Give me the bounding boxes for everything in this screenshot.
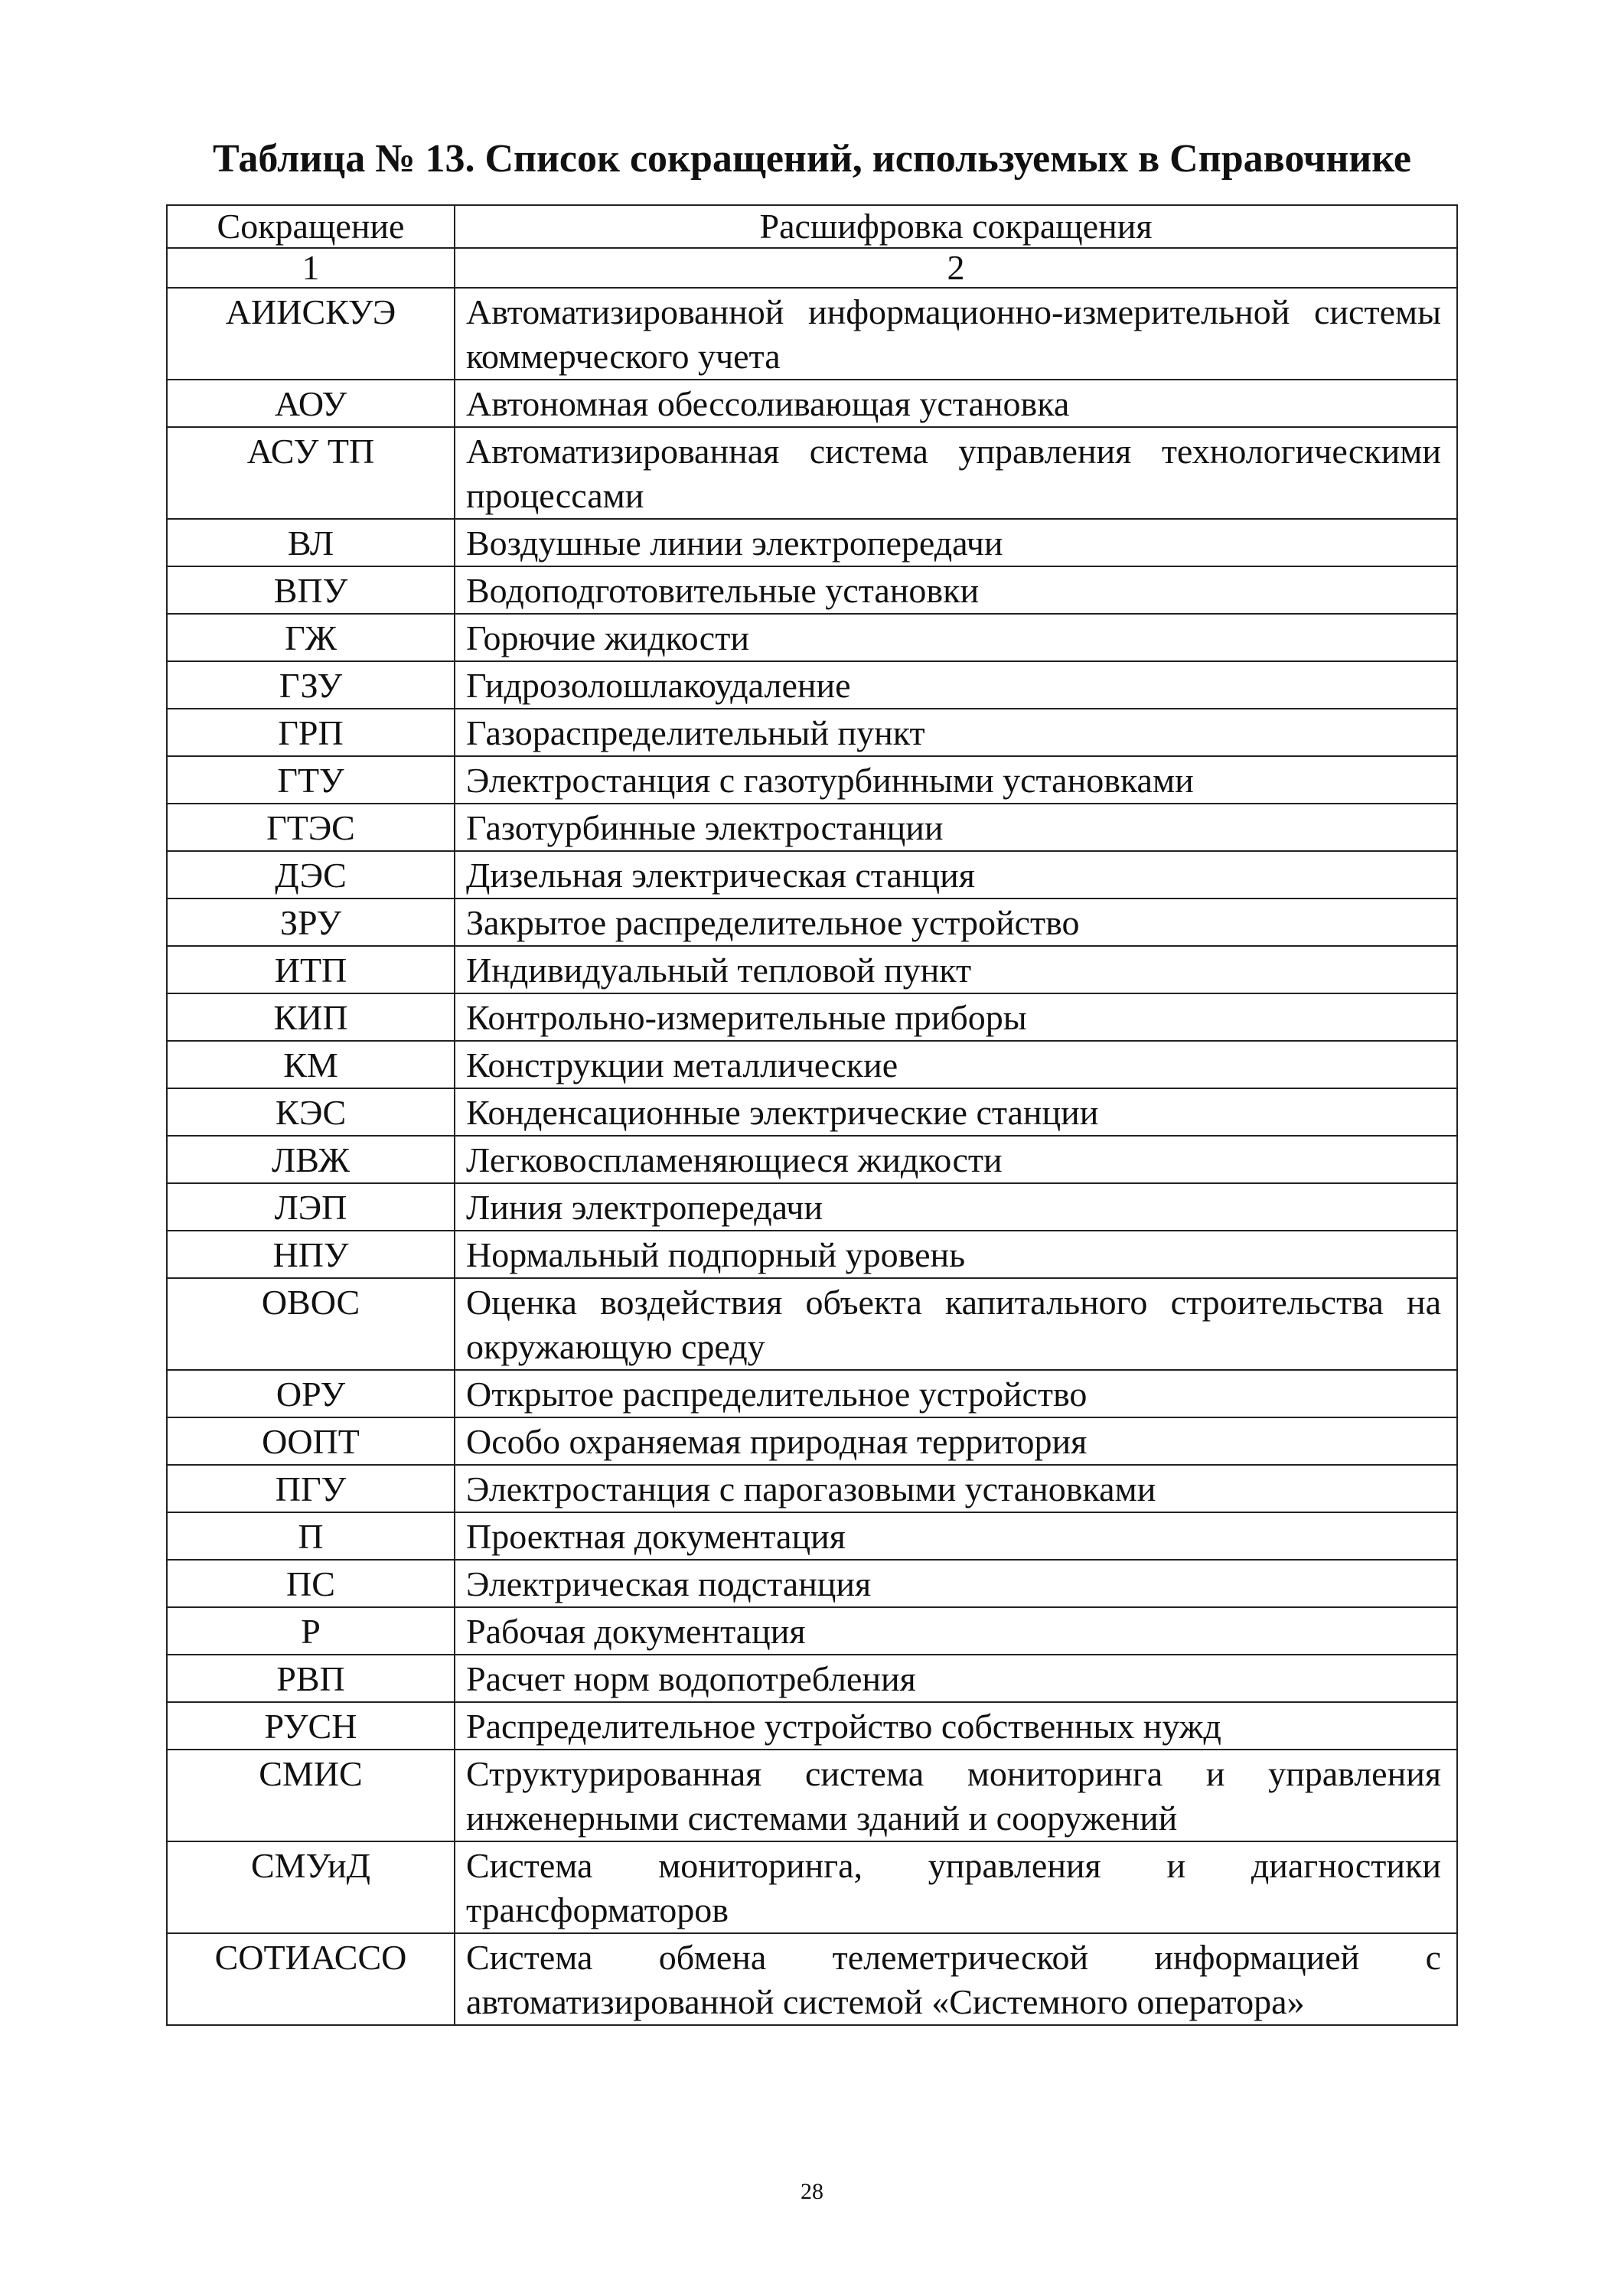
table-row: [167, 1560, 1457, 1607]
description-cell: Проектная документация: [455, 1512, 1457, 1560]
abbreviation-cell: РУСН: [167, 1702, 455, 1750]
abbreviation-cell: АИИСКУЭ: [167, 288, 455, 380]
abbreviation-cell: ПГУ: [167, 1465, 455, 1512]
description-cell: Автоматизированной информационно-измерительной системы коммерческого учета: [455, 288, 1457, 380]
table-row: [167, 519, 1457, 566]
description-cell: Контрольно-измерительные приборы: [455, 993, 1457, 1041]
table-row: [167, 380, 1457, 427]
abbreviation-cell: ОРУ: [167, 1370, 455, 1417]
table-row: [167, 1933, 1457, 2025]
header-abbreviation: Сокращение: [167, 205, 455, 248]
table-row: [167, 1041, 1457, 1088]
page-number: 28: [801, 2179, 823, 2204]
table-row: [167, 1841, 1457, 1933]
abbreviation-cell: СОТИАССО: [167, 1933, 455, 2025]
abbreviation-cell: ВПУ: [167, 566, 455, 614]
description-cell: Открытое распределительное устройство: [455, 1370, 1457, 1417]
description-cell: Конденсационные электрические станции: [455, 1088, 1457, 1136]
table-row: [167, 1370, 1457, 1417]
abbreviation-cell: КИП: [167, 993, 455, 1041]
table-row: [167, 427, 1457, 519]
abbreviation-cell: АОУ: [167, 380, 455, 427]
abbreviation-cell: П: [167, 1512, 455, 1560]
table-row: [167, 1702, 1457, 1750]
abbreviation-cell: ЛВЖ: [167, 1136, 455, 1183]
description-cell: Электростанция с газотурбинными установками: [455, 756, 1457, 804]
description-cell: Электрическая подстанция: [455, 1560, 1457, 1607]
table-row: [167, 993, 1457, 1041]
abbreviations-table: [166, 204, 1458, 2026]
abbreviation-cell: ГТУ: [167, 756, 455, 804]
column-number-2: 2: [455, 248, 1457, 288]
table-row: [167, 661, 1457, 709]
table-row: [167, 1136, 1457, 1183]
description-cell: Оценка воздействия объекта капитального строительства на окружающую среду: [455, 1278, 1457, 1370]
abbreviation-cell: ДЭС: [167, 851, 455, 899]
abbreviation-cell: НПУ: [167, 1231, 455, 1278]
abbreviation-cell: ВЛ: [167, 519, 455, 566]
abbreviation-cell: ГЖ: [167, 614, 455, 661]
column-number-1: 1: [167, 248, 455, 288]
description-cell: Электростанция с парогазовыми установками: [455, 1465, 1457, 1512]
table-row: [167, 1278, 1457, 1370]
abbreviation-cell: ГТЭС: [167, 804, 455, 851]
table-row: [167, 1512, 1457, 1560]
table-title: Таблица № 13. Список сокращений, используемых в Справочнике: [213, 137, 1411, 181]
description-cell: Линия электропередачи: [455, 1183, 1457, 1231]
description-cell: Горючие жидкости: [455, 614, 1457, 661]
table-row: [167, 709, 1457, 756]
description-cell: Рабочая документация: [455, 1607, 1457, 1655]
table-row: [167, 1750, 1457, 1841]
table-row: [167, 1607, 1457, 1655]
table-row: [167, 899, 1457, 946]
description-cell: Газораспределительный пункт: [455, 709, 1457, 756]
abbreviation-cell: ОВОС: [167, 1278, 455, 1370]
description-cell: Конструкции металлические: [455, 1041, 1457, 1088]
abbreviation-cell: ГРП: [167, 709, 455, 756]
column-number-row: [167, 248, 1457, 288]
table-row: [167, 804, 1457, 851]
abbreviation-cell: ПС: [167, 1560, 455, 1607]
description-cell: Структурированная система мониторинга и управления инженерными системами зданий и сооружений: [455, 1750, 1457, 1841]
table-header: [167, 205, 1457, 288]
table-row: [167, 1465, 1457, 1512]
table-row: [167, 614, 1457, 661]
table-row: [167, 1088, 1457, 1136]
description-cell: Распределительное устройство собственных нужд: [455, 1702, 1457, 1750]
abbreviation-cell: КМ: [167, 1041, 455, 1088]
description-cell: Система обмена телеметрической информацией с автоматизированной системой «Системного оператора»: [455, 1933, 1457, 2025]
description-cell: Закрытое распределительное устройство: [455, 899, 1457, 946]
table-body: [167, 288, 1457, 2025]
description-cell: Водоподготовительные установки: [455, 566, 1457, 614]
table-row: [167, 1655, 1457, 1702]
description-cell: Гидрозолошлакоудаление: [455, 661, 1457, 709]
abbreviation-cell: ООПТ: [167, 1417, 455, 1465]
table-row: [167, 1183, 1457, 1231]
description-cell: Газотурбинные электростанции: [455, 804, 1457, 851]
description-cell: Автономная обессоливающая установка: [455, 380, 1457, 427]
table-row: [167, 946, 1457, 993]
table-row: [167, 1231, 1457, 1278]
abbreviation-cell: ЛЭП: [167, 1183, 455, 1231]
table-row: [167, 1417, 1457, 1465]
description-cell: Индивидуальный тепловой пункт: [455, 946, 1457, 993]
table-row: [167, 288, 1457, 380]
header-row: [167, 205, 1457, 248]
table-row: [167, 566, 1457, 614]
abbreviation-cell: ИТП: [167, 946, 455, 993]
description-cell: Воздушные линии электропередачи: [455, 519, 1457, 566]
description-cell: Расчет норм водопотребления: [455, 1655, 1457, 1702]
table-row: [167, 756, 1457, 804]
abbreviation-cell: АСУ ТП: [167, 427, 455, 519]
header-description: Расшифровка сокращения: [455, 205, 1457, 248]
abbreviation-cell: КЭС: [167, 1088, 455, 1136]
abbreviation-cell: ЗРУ: [167, 899, 455, 946]
description-cell: Особо охраняемая природная территория: [455, 1417, 1457, 1465]
abbreviation-cell: ГЗУ: [167, 661, 455, 709]
description-cell: Легковоспламеняющиеся жидкости: [455, 1136, 1457, 1183]
description-cell: Система мониторинга, управления и диагностики трансформаторов: [455, 1841, 1457, 1933]
abbreviation-cell: РВП: [167, 1655, 455, 1702]
abbreviation-cell: СМИС: [167, 1750, 455, 1841]
abbreviation-cell: Р: [167, 1607, 455, 1655]
description-cell: Дизельная электрическая станция: [455, 851, 1457, 899]
description-cell: Нормальный подпорный уровень: [455, 1231, 1457, 1278]
abbreviation-cell: СМУиД: [167, 1841, 455, 1933]
table-row: [167, 851, 1457, 899]
description-cell: Автоматизированная система управления технологическими процессами: [455, 427, 1457, 519]
